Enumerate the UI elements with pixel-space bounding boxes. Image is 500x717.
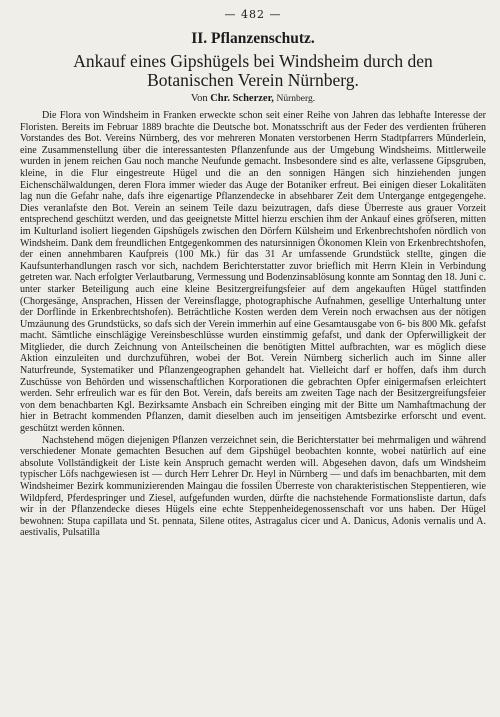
paragraph-2: Nachstehend mögen diejenigen Pflanzen verzeichnet sein, die Berichterstatter bei mehrmaligen und während verschiedener Monate gemachten Besuchen auf dem Gipshügel beobachten konnte, wobei natürlich auf eine absolute Vollständigkeit der Liste kein Anspruch gemacht werden will. Abgesehen davon, dafs um Windsheim typischer Löfs nachgewiesen ist — durch Herr Lehrer Dr. Heyl in Nürnberg — und dafs im benachbarten, mit dem Windsheimer Bezirk kommunizierenden Maingau die fossilen Überreste von charakteristischen Steppentieren, wie Wildpferd, Pferdespringer und Ziesel, aufgefunden wurden, dürfte die nachstehende Formationsliste dartun, dafs wir in der Pflanzendecke dieses Hügels eine echte Steppenheidegenossenschaft vor uns haben. Der Hügel bewohnen: Stupa capillata und St. pennata, Silene otites, Astragalus cicer und A. Danicus, Adonis vernalis und A. aestivalis, Pulsatilla <box>20 434 486 539</box>
paragraph-1: Die Flora von Windsheim in Franken erweckte schon seit einer Reihe von Jahren das lebhafte Interesse der Floristen. Bereits im Februar 1889 brachte die Deutsche bot. Monatsschrift aus der Feder des verdienten früheren Vorstandes des Bot. Vereins Nürnberg, des vor mehreren Monaten verstorbenen Herrn Stadtpfarrers Münderlein, eine Zusammenstellung über die interessantesten Pflanzenfunde aus der Umgebung Windsheims. Mittlerweile wurden in jenem reichen Gau noch manche Neufunde gemacht. Insbesondere sind es alte, verlassene Gipsgruben, kleine, in die Flur eingestreute Hügel und die an den sonnigen Hängen sich hinziehenden jungen Eichenschälwaldungen, deren Flora immer wieder das Auge der Botaniker erfreut. Bei einigen dieser Lokalitäten lag nun die Gefahr nahe, dafs ihre eigenartige Pflanzendecke in absehbarer Zeit dem Untergange entgegengehe. Dies veranlafste den Bot. Verein an seinem Teile dazu beizutragen, dafs diese Überreste aus grauer Vorzeit entsprechend geschützt werden, und das geeignetste Mittel hierzu erschien ihm der Ankauf eines gröfseren, mitten im Kulturland isoliert liegenden Gipshügels zwischen den Dörfern Külsheim und Erkenbrechtshofen nördlich von Windsheim. Dank dem freundlichen Entgegenkommen des natursinnigen Ökonomen Klein von Erkenbrechtshofen, der einen annehmbaren Kaufpreis (100 Mk.) für das 31 Ar umfassende Grundstück stellte, gingen die Kaufsunterhandlungen rasch vor sich, nachdem Berichterstatter zuvor brieflich mit Herrn Klein in Verbindung getreten war. Nach erfolgter Verlautbarung, Vermessung und Bodenzinsablösung konnte am Sonntag den 18. Juni c. unter starker Beteiligung auch eine kleine Besitzergreifungsfeier auf dem angekauften Hügel stattfinden (Chorgesänge, Ansprachen, Hissen der Vereinsflagge, photographische Aufnahmen, gesellige Unterhaltung unter der Dorflinde in Erkenbrechtshofen). Beträchtliche Kosten werden dem Verein noch erwachsen aus der nötigen Umzäunung des Grundstücks, so dafs sich der Verein immerhin auf eine Gesamtausgabe von 6- bis 800 Mk. gefafst macht. Sämtliche einschlägige Vereinsbeschlüsse wurden einstimmig gefafst, und dank der Opferwilligkeit der Mitglieder, die durch Zeichnung von Anteilscheinen die benötigten Mittel aufbrachten, war es möglich diese Aktion einzuleiten und durchzuführen, wobei der Bot. Verein Nürnberg sicherlich auch im Sinne aller Naturfreunde, Systematiker und Pflanzengeographen gehandelt hat. Vielleicht darf er hoffen, dafs ihm durch Zuschüsse von Behörden und wissenschaftlichen Korporationen die gebrachten Opfer einigermafsen erleichtert werden. Sehr erfreulich war es für den Bot. Verein, dafs bereits am zweiten Tage nach der Besitzergreifungsfeier von dem benachbarten Kgl. Bezirksamte Ansbach ein Schreiben einging mit der Bitte um Namhaftmachung der hier in Betracht kommenden Pflanzen, damit dieselben auch im jenseitigen Amtsbezirke erforscht und event. geschützt werden können. <box>20 110 486 435</box>
author-place: Nürnberg. <box>276 94 316 104</box>
article-body <box>20 110 486 539</box>
article-title-line-2: Botanischen Verein Nürnberg. <box>147 70 359 90</box>
page-number: — 482 — <box>224 8 282 21</box>
section-heading: II. Pflanzenschutz. <box>191 30 315 47</box>
article-title <box>20 52 486 90</box>
author-line <box>20 92 486 106</box>
author-name: Chr. Scherzer, <box>210 93 274 104</box>
author-prefix: Von <box>190 93 208 104</box>
article-title-line-1: Ankauf eines Gipshügels bei Windsheim durch den <box>73 51 433 71</box>
